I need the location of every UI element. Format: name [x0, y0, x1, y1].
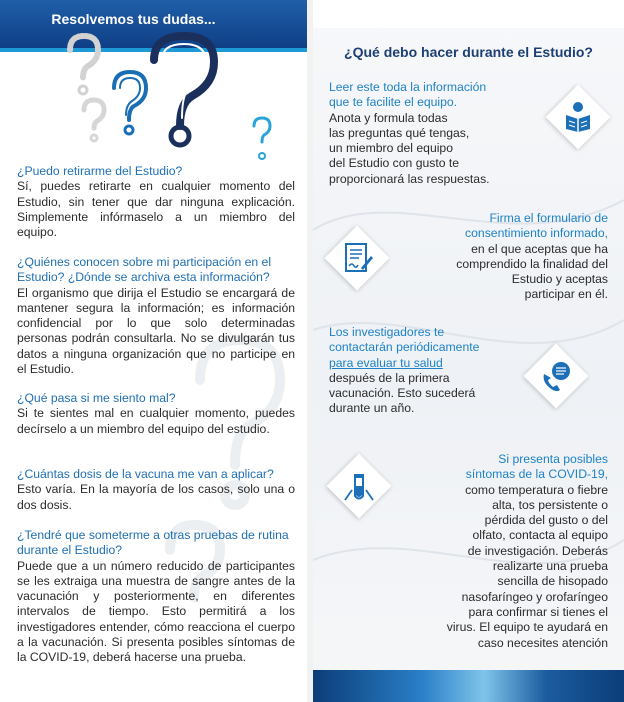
instruction-line: Leer este toda la información	[329, 80, 487, 94]
signed-document-icon	[337, 238, 377, 278]
faq-question: ¿Cuántas dosis de la vacuna me van a aplicar?	[17, 467, 274, 481]
instruction-line: nasofaríngeo y orofaríngeo	[461, 589, 608, 604]
faq-question: ¿Puedo retirarme del Estudio?	[17, 164, 183, 178]
faq-item	[17, 164, 295, 240]
instruction-line: como temperatura o fiebre	[465, 482, 608, 497]
instruction-item	[413, 211, 608, 303]
instruction-line: después de la primera	[329, 370, 450, 385]
study-instructions-panel	[313, 0, 624, 702]
faq-answer: Sí, puedes retirarte en cualquier momento del Estudio, sin tener que dar ninguna explicación. Simplemente infórmaselo a un miembro del equipo.	[17, 179, 295, 240]
instruction-line: vacunación. Esto sucederá	[329, 386, 476, 401]
instruction-line: participar en él.	[524, 287, 608, 302]
instruction-line: contactarán periódicamente	[329, 340, 480, 355]
instruction-line: alta, tos persistente o	[492, 497, 608, 512]
instruction-line: síntomas de la COVID-19,	[465, 467, 608, 482]
instruction-line: las preguntas qué tengas,	[329, 125, 470, 140]
faq-item	[17, 391, 295, 437]
instruction-line: del Estudio con gusto te	[329, 156, 460, 171]
instruction-line: para confirmar si tienes el	[468, 604, 608, 619]
faq-answer: Puede que a un número reducido de participantes se les extraiga una muestra de sangre antes de la vacunación y posteriormente, en diferentes intervalos de tiempo. Esto permitirá a los investigadores entender, cómo reacciona el cuerpo a la vacunación. Si presenta posibles síntomas de la COVID-19, deberá hacerse una prueba.	[17, 558, 295, 665]
instruction-line: Anota y formula todas	[329, 110, 448, 125]
faq-question: ¿Qué pasa si me siento mal?	[17, 391, 176, 405]
faq-answer: El organismo que dirija el Estudio se encargará de mantener segura la información; es información confidencial por lo que solo determinadas personas podrán consultarla. No se divulgarán tus datos a ninguna organización que no participe en el Estudio.	[17, 285, 295, 377]
question-marks-illustration	[50, 30, 290, 170]
instruction-line: Si presenta posibles	[498, 452, 608, 466]
instruction-line: un miembro del equipo	[329, 141, 453, 156]
instruction-line: pérdida del gusto o del	[484, 513, 608, 528]
faq-answer: Esto varía. En la mayoría de los casos, solo una o dos dosis.	[17, 482, 295, 512]
instruction-line: caso necesites atención	[477, 635, 608, 650]
faq-item	[17, 528, 295, 666]
test-tube-swab-icon	[339, 466, 379, 506]
instruction-line: olfato, contacta al equipo	[472, 528, 608, 543]
instruction-line: Los investigadores te	[329, 325, 445, 339]
instruction-line: sencilla de hisopado	[497, 574, 608, 589]
faq-question: ¿Quiénes conocen sobre mi participación en el Estudio? ¿Dónde se archiva esta información?	[17, 255, 272, 285]
instruction-line: en el que aceptas que ha	[471, 241, 608, 256]
instruction-line: para evaluar tu salud	[329, 355, 443, 370]
instruction-line: Estudio y aceptas	[511, 272, 608, 287]
instruction-line: proporcionará las respuestas.	[329, 171, 490, 186]
reading-person-icon	[558, 97, 598, 137]
instruction-line: de investigación. Deberás	[467, 543, 608, 558]
faq-item	[17, 467, 295, 513]
instruction-line: consentimiento informado,	[465, 226, 608, 241]
instruction-item	[329, 325, 529, 417]
faq-answer: Si te sientes mal en cualquier momento, puedes decírselo a un miembro del equipo del estudio.	[17, 406, 295, 436]
faq-header-title: Resolvemos tus dudas...	[51, 11, 216, 27]
faq-panel	[0, 0, 307, 702]
bottom-photo-strip	[313, 670, 624, 702]
instruction-line: durante un año.	[329, 401, 415, 416]
phone-chat-icon	[536, 356, 576, 396]
instruction-item	[423, 452, 608, 651]
instruction-line: virus. El equipo te ayudará en	[446, 620, 608, 635]
page-title: ¿Qué debo hacer durante el Estudio?	[344, 44, 593, 60]
instruction-line: realizarte una prueba	[492, 559, 608, 574]
faq-item	[17, 255, 295, 377]
instruction-line: comprendido la finalidad del	[456, 256, 608, 271]
question-mark-icon	[70, 36, 270, 159]
instruction-line: que te facilite el equipo.	[329, 95, 458, 110]
instruction-item	[329, 80, 529, 187]
faq-question: ¿Tendré que someterme a otras pruebas de rutina durante el Estudio?	[17, 528, 289, 558]
instruction-line: Firma el formulario de	[489, 211, 608, 225]
